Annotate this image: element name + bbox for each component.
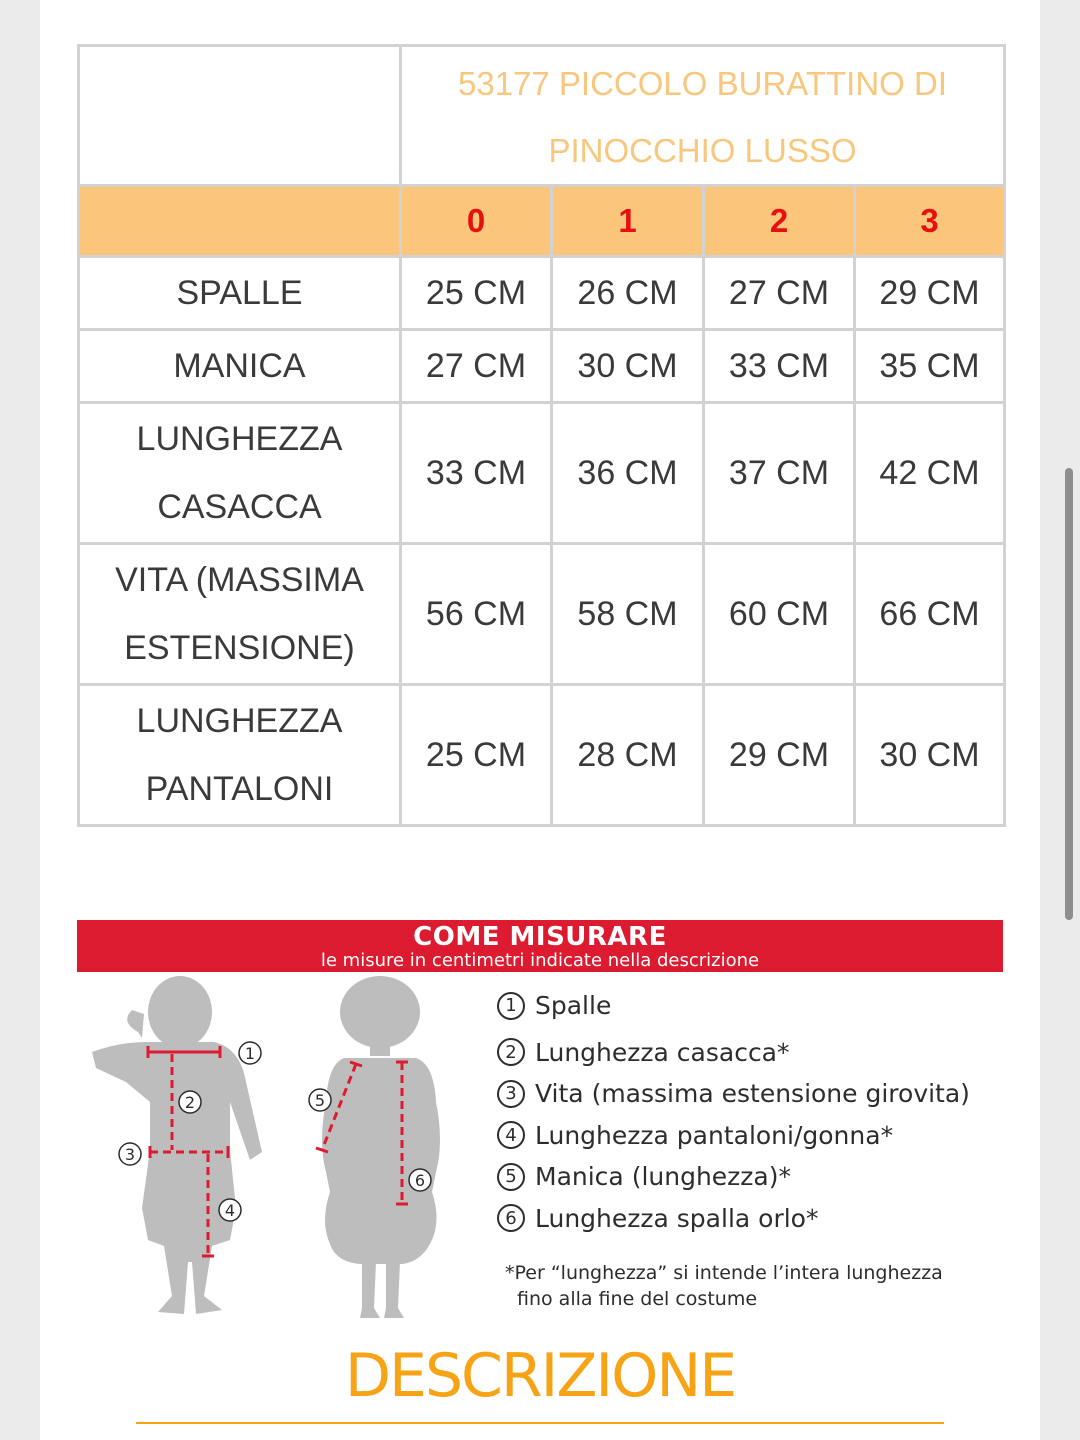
table-cell: 58 CM	[552, 544, 704, 685]
table-row	[79, 257, 1005, 330]
legend-number: 2	[497, 1038, 525, 1066]
table-row	[79, 544, 1005, 685]
size-label: 2	[769, 202, 789, 239]
how-to-measure-subtitle: le misure in centimetri indicate nella descrizione	[320, 950, 760, 971]
row-label: LUNGHEZZA PANTALONI	[79, 685, 401, 826]
marker-6: 6	[414, 1171, 426, 1190]
size-header-cell	[855, 186, 1005, 257]
product-title: 53177 PICCOLO BURATTINO DI PINOCCHIO LUSSO	[401, 46, 1005, 186]
legend-number: 4	[497, 1121, 525, 1149]
table-cell: 36 CM	[552, 403, 704, 544]
marker-5: 5	[314, 1091, 326, 1110]
table-cell: 35 CM	[855, 330, 1005, 403]
marker-2: 2	[184, 1093, 196, 1112]
size-chart-table	[77, 44, 1006, 827]
size-header-cell	[401, 186, 552, 257]
table-corner-cell	[79, 46, 401, 186]
row-label: VITA (MASSIMA ESTENSIONE)	[79, 544, 401, 685]
legend-label: Lunghezza pantaloni/gonna*	[535, 1120, 894, 1150]
size-header-row	[79, 186, 1005, 257]
table-row	[79, 330, 1005, 403]
how-to-measure-banner	[77, 920, 1003, 972]
table-cell: 25 CM	[401, 257, 552, 330]
measure-legend	[497, 985, 1017, 1239]
description-heading: DESCRIZIONE	[344, 1341, 736, 1411]
legend-label: Lunghezza spalla orlo*	[535, 1203, 819, 1233]
size-header-cell	[704, 186, 855, 257]
table-cell: 25 CM	[401, 685, 552, 826]
table-cell: 33 CM	[401, 403, 552, 544]
size-header-cell	[552, 186, 704, 257]
legend-label: Spalle	[535, 991, 612, 1021]
table-row	[79, 685, 1005, 826]
legend-item	[497, 1032, 1017, 1074]
marker-1: 1	[244, 1044, 256, 1063]
table-cell: 33 CM	[704, 330, 855, 403]
legend-item	[497, 1156, 1017, 1198]
size-header-empty	[79, 186, 401, 257]
legend-item	[497, 1073, 1017, 1115]
table-cell: 29 CM	[855, 257, 1005, 330]
legend-number: 1	[497, 992, 525, 1020]
table-cell: 28 CM	[552, 685, 704, 826]
footnote-line-1: *Per “lunghezza” si intende l’intera lunghezza	[505, 1262, 943, 1284]
legend-number: 5	[497, 1163, 525, 1191]
table-row	[79, 403, 1005, 544]
legend-item	[497, 1198, 1017, 1240]
heading-underline	[136, 1422, 944, 1424]
size-label: 0	[466, 202, 486, 239]
footnote-line-2: fino alla fine del costume	[517, 1288, 758, 1310]
table-cell: 56 CM	[401, 544, 552, 685]
table-cell: 27 CM	[401, 330, 552, 403]
table-cell: 30 CM	[552, 330, 704, 403]
front-child-silhouette	[92, 976, 262, 1314]
how-to-measure-title: COME MISURARE	[413, 922, 667, 952]
legend-number: 6	[497, 1204, 525, 1232]
size-label: 1	[618, 202, 637, 239]
length-footnote	[505, 1260, 1005, 1312]
marker-3: 3	[124, 1145, 136, 1164]
table-cell: 37 CM	[704, 403, 855, 544]
legend-number: 3	[497, 1080, 525, 1108]
row-label: SPALLE	[79, 257, 401, 330]
measurement-figures	[80, 972, 480, 1332]
table-cell: 26 CM	[552, 257, 704, 330]
legend-item	[497, 1115, 1017, 1157]
legend-label: Lunghezza casacca*	[535, 1037, 790, 1067]
legend-label: Manica (lunghezza)*	[535, 1162, 791, 1192]
marker-4: 4	[224, 1201, 236, 1220]
table-cell: 66 CM	[855, 544, 1005, 685]
table-cell: 42 CM	[855, 403, 1005, 544]
table-cell: 27 CM	[704, 257, 855, 330]
table-cell: 29 CM	[704, 685, 855, 826]
back-child-silhouette	[322, 976, 440, 1318]
table-title-row	[79, 46, 1005, 186]
legend-item	[497, 985, 1017, 1027]
row-label: LUNGHEZZA CASACCA	[79, 403, 401, 544]
scrollbar[interactable]	[1065, 468, 1073, 920]
table-cell: 30 CM	[855, 685, 1005, 826]
row-label: MANICA	[79, 330, 401, 403]
legend-label: Vita (massima estensione girovita)	[535, 1079, 970, 1109]
size-label: 3	[920, 202, 939, 239]
table-cell: 60 CM	[704, 544, 855, 685]
